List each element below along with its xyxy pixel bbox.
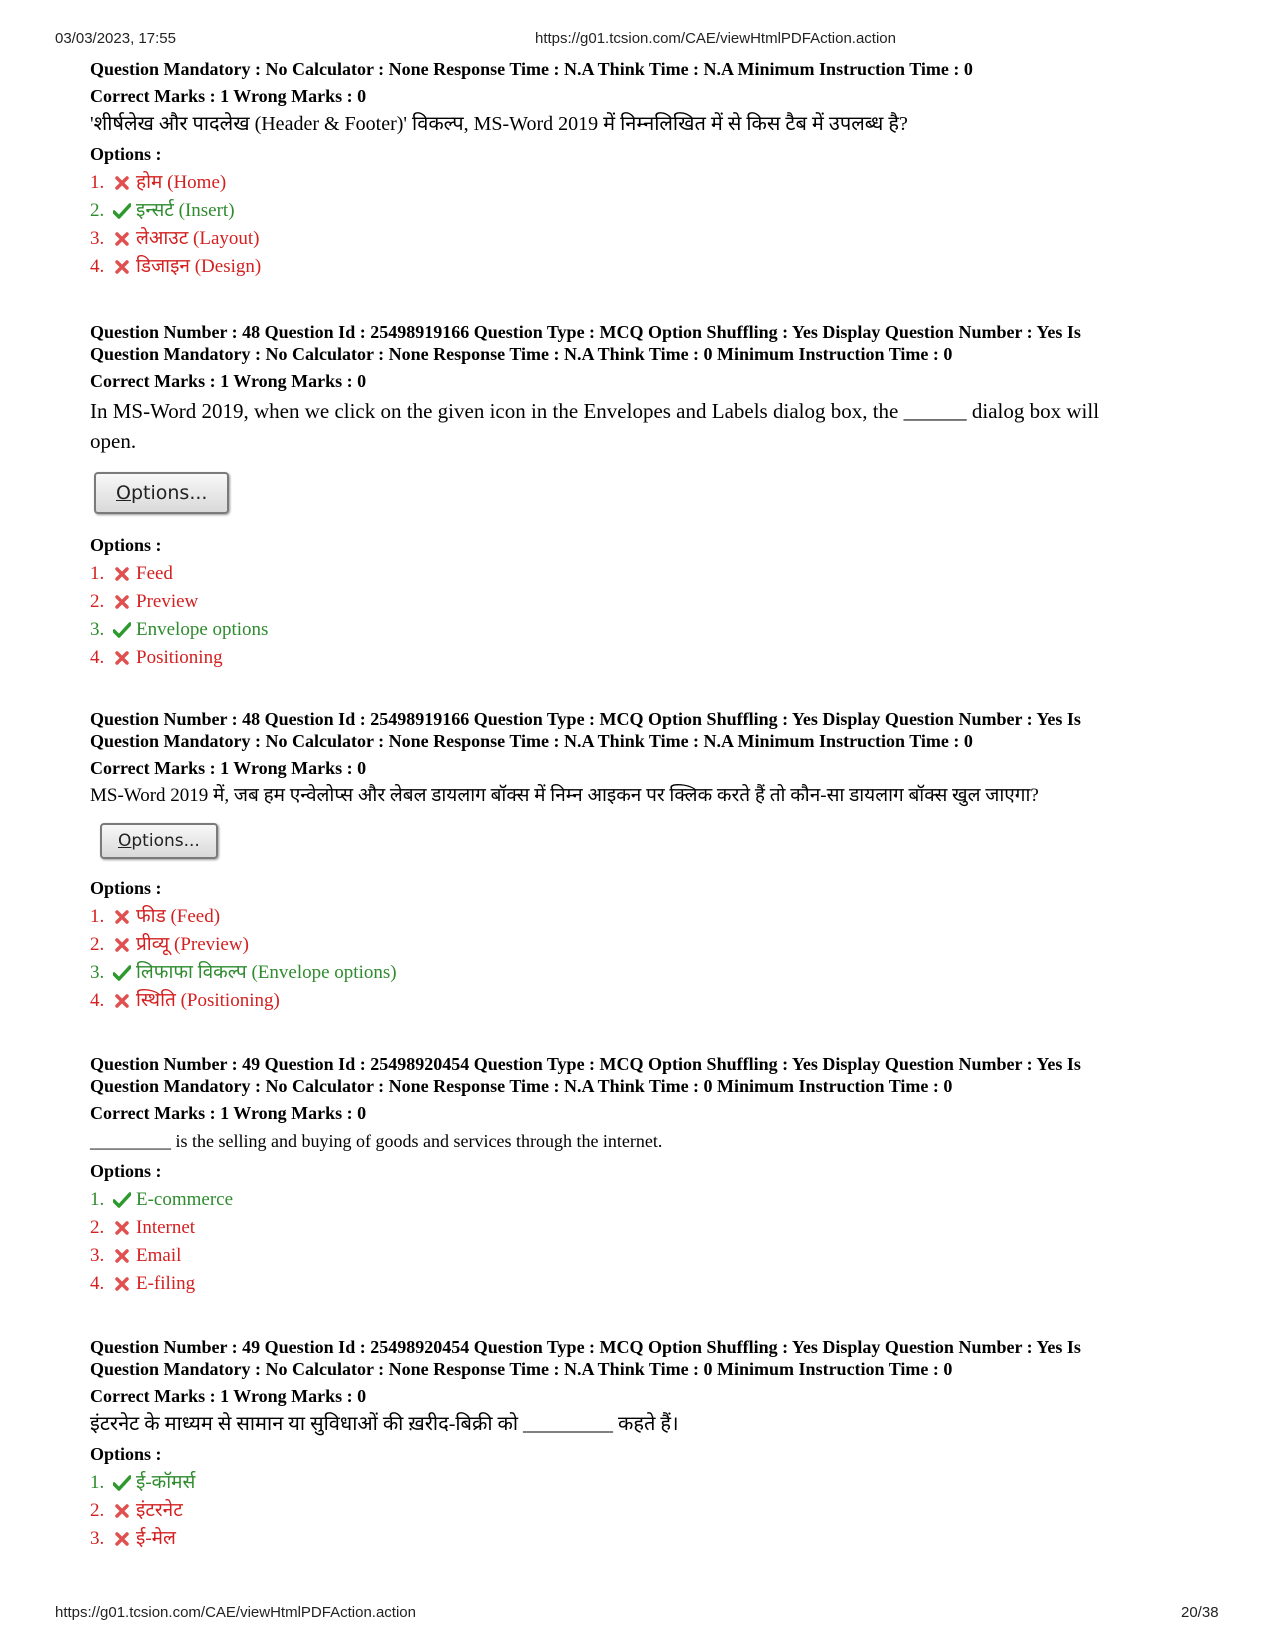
- question-meta-line-1: Question Number : 49 Question Id : 25498920454 Question Type : MCQ Option Shuffling : Yes Display Question Number : Yes Is: [90, 1054, 1081, 1074]
- option-3: 3. लिफाफा विकल्प (Envelope options): [90, 962, 397, 983]
- question-block: [90, 1336, 1230, 1553]
- page-number: 20/38: [1181, 1604, 1219, 1621]
- option-3: 3. ई-मेल: [90, 1528, 176, 1549]
- question-block: [90, 1053, 1230, 1298]
- wrong-cross-icon: [112, 938, 132, 952]
- wrong-cross-icon: [112, 567, 132, 581]
- option-3: 3. लेआउट (Layout): [90, 228, 260, 249]
- question-marks: Correct Marks : 1 Wrong Marks : 0: [90, 1103, 367, 1123]
- question-meta-line-2: Question Mandatory : No Calculator : None Response Time : N.A Think Time : 0 Minimum Instruction Time : 0: [90, 1359, 953, 1379]
- wrong-cross-icon: [112, 1532, 132, 1546]
- wrong-cross-icon: [112, 910, 132, 924]
- question-block: [90, 708, 1230, 1015]
- wrong-cross-icon: [112, 232, 132, 246]
- question-marks: Correct Marks : 1 Wrong Marks : 0: [90, 758, 367, 778]
- option-1: 1. फीड (Feed): [90, 906, 221, 927]
- print-datetime: 03/03/2023, 17:55: [55, 30, 176, 47]
- wrong-cross-icon: [112, 595, 132, 609]
- question-meta-line-1: Question Number : 49 Question Id : 25498920454 Question Type : MCQ Option Shuffling : Yes Display Question Number : Yes Is: [90, 1337, 1081, 1357]
- question-marks: Correct Marks : 1 Wrong Marks : 0: [90, 1386, 367, 1406]
- question-text: MS-Word 2019 में, जब हम एन्वेलोप्स और लेबल डायलाग बॉक्स में निम्न आइकन पर क्लिक करते हैं तो कौन-सा डायलाग बॉक्स खुल जाएगा?: [90, 785, 1039, 806]
- wrong-cross-icon: [112, 176, 132, 190]
- question-marks: Correct Marks : 1 Wrong Marks : 0: [90, 371, 367, 391]
- wrong-cross-icon: [112, 1504, 132, 1518]
- options-label: Options :: [90, 1444, 162, 1464]
- question-meta-line-1: Question Number : 48 Question Id : 25498919166 Question Type : MCQ Option Shuffling : Yes Display Question Number : Yes Is: [90, 322, 1081, 342]
- correct-check-icon: [112, 203, 132, 219]
- question-meta-line-1: Question Number : 48 Question Id : 25498919166 Question Type : MCQ Option Shuffling : Yes Display Question Number : Yes Is: [90, 709, 1081, 729]
- print-header-url: https://g01.tcsion.com/CAE/viewHtmlPDFAction.action: [535, 30, 896, 47]
- wrong-cross-icon: [112, 260, 132, 274]
- question-block: [90, 58, 1230, 281]
- option-1: 1. Feed: [90, 563, 173, 584]
- options-label: Options :: [90, 535, 162, 555]
- question-meta-line-2: Question Mandatory : No Calculator : None Response Time : N.A Think Time : N.A Minimum Instruction Time : 0: [90, 731, 973, 751]
- question-marks: Correct Marks : 1 Wrong Marks : 0: [90, 86, 367, 106]
- correct-check-icon: [112, 965, 132, 981]
- question-text: _________ is the selling and buying of goods and services through the internet.: [90, 1131, 663, 1151]
- option-3: 3. Email: [90, 1245, 182, 1266]
- option-4: 4. डिजाइन (Design): [90, 256, 262, 277]
- option-1: 1. होम (Home): [90, 172, 227, 193]
- correct-check-icon: [112, 622, 132, 638]
- options-label: Options :: [90, 144, 162, 164]
- question-meta-line-2: Question Mandatory : No Calculator : None Response Time : N.A Think Time : 0 Minimum Instruction Time : 0: [90, 344, 953, 364]
- question-text: इंटरनेट के माध्यम से सामान या सुविधाओं की ख़रीद-बिक्री को _________ कहते हैं।: [90, 1413, 679, 1435]
- wrong-cross-icon: [112, 1221, 132, 1235]
- question-meta-line-2: Question Mandatory : No Calculator : None Response Time : N.A Think Time : N.A Minimum Instruction Time : 0: [90, 59, 973, 79]
- option-4: 4. E-filing: [90, 1273, 196, 1294]
- option-2: 2. Preview: [90, 591, 199, 612]
- correct-check-icon: [112, 1475, 132, 1491]
- option-2: 2. इंटरनेट: [90, 1500, 183, 1521]
- correct-check-icon: [112, 1192, 132, 1208]
- wrong-cross-icon: [112, 651, 132, 665]
- page-content: [90, 58, 1230, 1591]
- question-meta-line-2: Question Mandatory : No Calculator : None Response Time : N.A Think Time : 0 Minimum Instruction Time : 0: [90, 1076, 953, 1096]
- option-4: 4. स्थिति (Positioning): [90, 990, 280, 1011]
- option-2: 2. Internet: [90, 1217, 196, 1238]
- question-text: In MS-Word 2019, when we click on the given icon in the Envelopes and Labels dialog box, the ______ dialog box will open.: [90, 399, 1100, 453]
- option-1: 1. E-commerce: [90, 1189, 234, 1210]
- wrong-cross-icon: [112, 994, 132, 1008]
- options-label: Options :: [90, 1161, 162, 1181]
- print-footer-url: https://g01.tcsion.com/CAE/viewHtmlPDFAction.action: [55, 1604, 416, 1621]
- wrong-cross-icon: [112, 1277, 132, 1291]
- question-block: [90, 321, 1230, 672]
- option-2: 2. प्रीव्यू (Preview): [90, 934, 249, 955]
- option-3: 3. Envelope options: [90, 619, 269, 640]
- option-2: 2. इन्सर्ट (Insert): [90, 200, 235, 221]
- options-button-image: Options...: [100, 823, 218, 859]
- option-4: 4. Positioning: [90, 647, 223, 668]
- option-1: 1. ई-कॉमर्स: [90, 1472, 196, 1493]
- options-label: Options :: [90, 878, 162, 898]
- options-button-image: Options...: [94, 472, 229, 514]
- wrong-cross-icon: [112, 1249, 132, 1263]
- question-text: 'शीर्षलेख और पादलेख (Header & Footer)' विकल्प, MS-Word 2019 में निम्नलिखित में से किस टैब में उपलब्ध है?: [90, 113, 908, 135]
